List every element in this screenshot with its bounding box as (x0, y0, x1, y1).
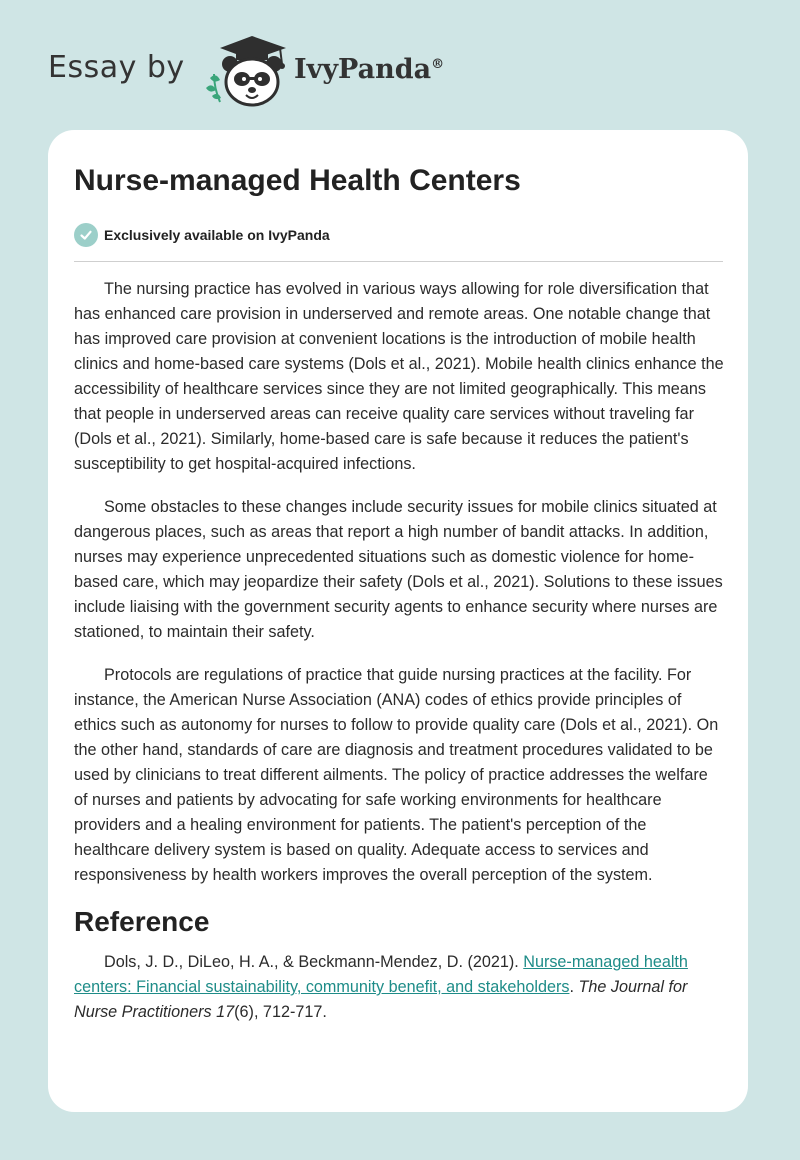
badge-label: Exclusively available on IvyPanda (104, 227, 330, 243)
article-card (48, 130, 748, 1112)
reference-journal: The Journal for Nurse Practitioners 17 (74, 978, 688, 1021)
site-header (0, 0, 800, 128)
paragraph: The nursing practice has evolved in various ways allowing for role diversification that has enhanced care provision in underserved and remote areas. One notable change that has improved care provision at convenient locations is the introduction of mobile health clinics and home-based care systems (Dols et al., 2021). Mobile health clinics enhance the accessibility of healthcare services since they are not limited geographically. This means that people in underserved areas can receive quality care services without traveling far (Dols et al., 2021). Similarly, home-based care is safe because it reduces the patient's susceptibility to get hospital-acquired infections. (74, 280, 724, 473)
reference-separator: . (569, 978, 579, 996)
article-body (74, 277, 724, 1025)
reference-authors: Dols, J. D., DiLeo, H. A., & Beckmann-Mendez, D. (2021). (104, 953, 524, 971)
reference-heading: Reference (74, 906, 210, 937)
paragraph: Protocols are regulations of practice that guide nursing practices at the facility. For instance, the American Nurse Association (ANA) codes of ethics provide principles of ethics such as autonomy for nurses to follow to provide quality care (Dols et al., 2021). On the other hand, standards of care are diagnosis and treatment procedures validated to be used by clinicians to treat different ailments. The policy of practice addresses the welfare of nurses and patients by advocating for safe working environments for healthcare providers and a healing environment for patients. The patient's perception of the healthcare delivery system is based on quality. Adequate access to services and responsiveness by health workers improves the overall perception of the system. (74, 666, 719, 884)
panda-icon (200, 34, 292, 110)
brand-prefix: Essay by (48, 50, 185, 85)
brand-name[interactable] (294, 54, 444, 85)
exclusive-badge (74, 222, 330, 248)
ivypanda-logo[interactable] (200, 34, 292, 110)
brand-name-text: IvyPanda (294, 54, 432, 85)
reference-link[interactable]: Nurse-managed health centers: Financial sustainability, community benefit, and stakeholders (74, 953, 688, 996)
registered-mark: ® (431, 57, 445, 72)
reference-entry (74, 950, 724, 1025)
divider (74, 261, 723, 262)
page-title: Nurse-managed Health Centers (74, 164, 521, 197)
reference-pages: (6), 712-717. (234, 1003, 327, 1021)
paragraph: Some obstacles to these changes include security issues for mobile clinics situated at dangerous places, such as areas that report a high number of bandit attacks. In addition, nurses may experience unprecedented situations such as domestic violence for home-based care, which may jeopardize their safety (Dols et al., 2021). Solutions to these issues include liaising with the government security agents to enhance security where nurses are stationed, to maintain their safety. (74, 498, 723, 641)
check-icon (74, 223, 98, 247)
